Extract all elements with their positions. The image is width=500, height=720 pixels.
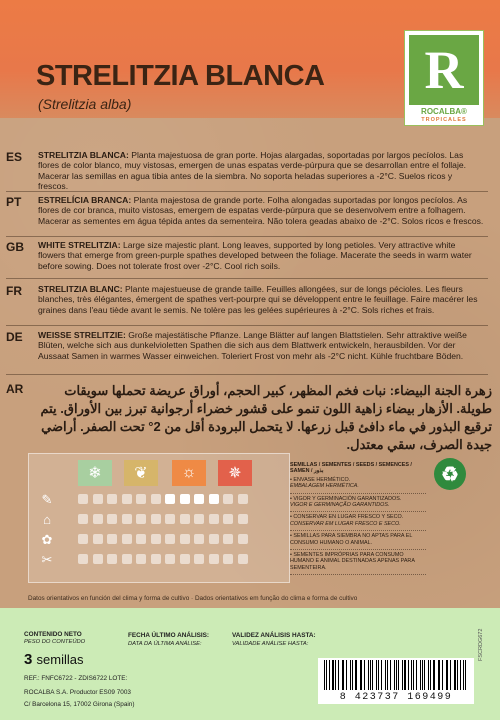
barcode-bar [343, 660, 344, 690]
logo-letter: R [424, 40, 464, 100]
barcode-bar [352, 660, 353, 690]
calendar-month-cell [223, 554, 233, 564]
calendar-month-cell [209, 494, 219, 504]
calendar-month-cell [93, 554, 103, 564]
barcode-bar [385, 660, 387, 690]
calendar-month-cell [165, 514, 175, 524]
barcode-bar [338, 660, 339, 690]
legend-item-line-pt: CONSERVAR EM LUGAR FRESCO E SECO. [290, 520, 401, 527]
calendar-month-cell [78, 514, 88, 524]
calendar-month-cell [93, 494, 103, 504]
ean-barcode [318, 658, 474, 704]
net-content-label: CONTENIDO NETO [24, 631, 82, 638]
divider [6, 325, 488, 326]
product-title: STRELITZIA BLANCA [36, 60, 325, 92]
calendar-month-cell [107, 554, 117, 564]
barcode-bar [442, 660, 443, 690]
legend-heading: SEMILLAS / SEMENTES / SEEDS / SEMENCES / SAMEN / بذور [290, 462, 412, 475]
lang-text-ar: زهرة الجنة البيضاء: نبات فخم المظهر، كبير الحجم، أوراق عريضة تحملها سويقات طويلة. الأزهار بيضاء زاهية اللون تنمو على قشور خضراء أرجوانية تبرز بين الأوراق. يتم ترقيع البذور في ماء دافئ قبل زرعها. لا يتحمل البرودة أقل من 2° تحت الصفر. أراضي جيدة الصرف، سقي معتدل. [40, 383, 492, 452]
calendar-month-cell [238, 514, 248, 524]
calendar-month-cell [107, 514, 117, 524]
barcode-bar [438, 660, 439, 690]
barcode-bar [408, 660, 409, 690]
calendar-month-cell [93, 534, 103, 544]
legend-separator [290, 574, 426, 575]
barcode-bar [368, 660, 369, 690]
lang-body: Planta majestosa de grande porte. Folha alongadas suportadas por longos pecíolos. As flores de cor branca, muito vistosas, emergem de espatas verde-púrpura que se desenvolvem entre a folhagem. Macerar as sementes em água tépida antes da sementeira. Não tolera geadas abaixo de -2°C. Solos ricos e frescos. [38, 195, 484, 226]
sun-icon: ☼ [172, 460, 206, 486]
calendar-month-cell [223, 534, 233, 544]
legend-item-line-pt: EMBALAGEM HERMÉTICA. [290, 483, 359, 490]
logo-name: ROCALBA [421, 107, 462, 116]
calendar-month-cell [194, 494, 204, 504]
lang-code: GB [6, 240, 24, 254]
calendar-month-cell [151, 514, 161, 524]
lang-text [38, 150, 484, 192]
legend-item-line: • SEMILLAS PARA SIEMBRA NO APTAS PARA EL CONSUMO HUMANO O ANIMAL. [290, 533, 413, 546]
calendar-month-cell [209, 514, 219, 524]
barcode-bar [390, 660, 391, 690]
side-print-code: FSCRDG672 [478, 628, 484, 662]
calendar-month-cell [136, 494, 146, 504]
barcode-bar [420, 660, 421, 690]
barcode-bar [376, 660, 377, 690]
producer: ROCALBA S.A. Productor ES09 7003 [24, 689, 131, 696]
calendar-month-cell [238, 534, 248, 544]
calendar-month-cell [78, 494, 88, 504]
lang-heading: ESTRELÍCIA BRANCA: [38, 195, 132, 205]
lang-code: ES [6, 150, 23, 164]
legend-item-line: • CONSERVAR EN LUGAR FRESCO Y SECO. [290, 514, 404, 521]
calendar-month-cell [180, 534, 190, 544]
rocalba-logo [404, 30, 484, 126]
barcode-number: 8 423737 169499 [339, 692, 453, 703]
barcode-bar [463, 660, 464, 690]
lang-body: Planta majestuosa de gran porte. Hojas alargadas, soportadas por largos pecíolos. Las flores de color blanco, muy vistosas, emergen de unas espatas verde-púrpura que se desarrollan entre el follaje. Macerar las semillas en agua tibia antes de la siembra. No soporta heladas superiores a -2°C. Suelos ricos y frescos. [38, 150, 467, 192]
legend-separator [290, 530, 426, 531]
barcode-bar [394, 660, 395, 690]
barcode-bar [364, 660, 365, 690]
barcode-bar [332, 660, 333, 690]
calendar-month-cell [136, 514, 146, 524]
logo-badge [409, 35, 479, 105]
barcode-bar [324, 660, 325, 690]
quantity-value: 3 [24, 651, 33, 668]
legend-item [290, 514, 426, 527]
quantity-unit: semillas [36, 652, 84, 667]
barcode-bar [411, 660, 412, 690]
lang-heading: WEISSE STRELITZIE: [38, 330, 126, 340]
calendar-month-cell [165, 494, 175, 504]
calendar-month-cell [136, 554, 146, 564]
calendar-month-cell [209, 554, 219, 564]
legend-item [290, 496, 426, 509]
lang-heading: STRELITZIA BLANCA: [38, 150, 129, 160]
calendar-month-cell [78, 554, 88, 564]
legend-item [290, 477, 426, 490]
analysis-date-label-pt: DATA DA ÚLTIMA ANÁLISE: [128, 641, 202, 647]
calendar-month-cell [165, 554, 175, 564]
legend-item-line: • ENVASE HERMÉTICO. [290, 476, 351, 483]
lang-text [38, 284, 484, 315]
lang-code-ar: AR [6, 382, 24, 396]
calendar-month-cell [107, 534, 117, 544]
legend-item [290, 533, 426, 546]
barcode-bar [361, 660, 362, 690]
sowing-row-icon: ✎ [41, 492, 53, 507]
analysis-date-label: FECHA ÚLTIMO ANÁLISIS: [128, 632, 210, 639]
barcode-bar [372, 660, 373, 690]
lang-code: FR [6, 284, 22, 298]
calendar-month-cell [107, 494, 117, 504]
legend-item-line: • VIGOR Y GERMINACIÓN GARANTIZADOS. [290, 495, 402, 502]
legend-separator [290, 549, 426, 550]
calendar-month-cell [122, 534, 132, 544]
calendar-month-cell [194, 514, 204, 524]
calendar-month-cell [194, 534, 204, 544]
calendar-month-cell [238, 554, 248, 564]
transplant-row-icon: ⌂ [43, 512, 51, 527]
barcode-bar [430, 660, 432, 690]
logo-name-wrap [405, 107, 483, 116]
maple-leaf-icon: ✵ [218, 460, 252, 486]
barcode-bar [360, 660, 361, 690]
seeds-legend [290, 462, 426, 577]
barcode-bar [396, 660, 397, 690]
calendar-month-cell [223, 514, 233, 524]
leaf-icon: ❦ [124, 460, 158, 486]
barcode-bar [424, 660, 425, 690]
barcode-bar [447, 660, 448, 690]
calendar-month-cell [136, 534, 146, 544]
barcode-bar [355, 660, 357, 690]
barcode-bar [460, 660, 461, 690]
barcode-bar [398, 660, 399, 690]
lang-text [38, 330, 484, 361]
barcode-bar [422, 660, 423, 690]
barcode-bar [350, 660, 351, 690]
barcode-bar [402, 660, 403, 690]
lang-text [38, 240, 484, 271]
legend-item-line: • SEMENTES IMPRÓPRIAS PARA CONSUMO HUMANO E ANIMAL DESTINADAS APENAS PARA SEMENTEIRA. [290, 552, 415, 571]
barcode-bar [416, 660, 417, 690]
legend-separator [290, 493, 426, 494]
barcode-bar [457, 660, 458, 690]
barcode-bar [346, 660, 347, 690]
calendar-month-cell [209, 534, 219, 544]
legend-item-line-pt: VIGOR E GERMINAÇÃO GARANTIDOS. [290, 502, 390, 509]
seed-quantity [24, 651, 83, 668]
lang-body: Große majestätische Pflanze. Lange Blätter auf langen Blattstielen. Sehr attraktive weiße Blüten, welche sich aus dunkelvioletten Spathen die sich aus dem Blattwerk entwickeln, herausbilden. Vor der Aussaat Samen in warmes Wasser einweichen. Toleriert Frost von mehr als -2°C nicht. Kühle fruchtbare Böden. [38, 330, 467, 361]
lang-text [38, 195, 484, 226]
lang-heading: STRELITZIA BLANC: [38, 284, 123, 294]
product-subtitle: (Strelitzia alba) [38, 96, 132, 112]
barcode-bar [446, 660, 447, 690]
calendar-month-cell [93, 514, 103, 524]
snowflake-icon: ❄ [78, 460, 112, 486]
divider [6, 374, 488, 375]
barcode-bar [342, 660, 343, 690]
barcode-bar [413, 660, 414, 690]
barcode-bar [404, 660, 406, 690]
barcode-bar [439, 660, 440, 690]
net-content-label-pt: PESO DO CONTEÚDO [24, 639, 86, 645]
disclaimer: Datos orientativos en función del clima y forma de cultivo · Dados orientativos em função do clima e forma de cultivo [28, 595, 358, 602]
lang-code: DE [6, 330, 23, 344]
barcode-bars [324, 660, 468, 690]
calendar-month-cell [122, 554, 132, 564]
calendar-month-cell [165, 534, 175, 544]
lang-code: PT [6, 195, 22, 209]
analysis-valid-label: VALIDEZ ANÁLISIS HASTA: [232, 632, 316, 639]
lang-body: Plante majestueuse de grande taille. Feuilles allongées, sur de longs pécioles. Les fleurs blanches, très élégantes, émergent de spathes vert-pourpre qui se développent entre le feuillage. Faire macérer les graines dans l'eau tiède avant le semis. Ne tolère pas les gelées supérieures à -2°C. Sols riches et frais. [38, 284, 478, 315]
barcode-bar [381, 660, 382, 690]
calendar-month-cell [151, 554, 161, 564]
lang-body: Large size majestic plant. Long leaves, supported by long petioles. Very attractive white flowers that emerge from green-purple spathes developed between the foliage. Macerate the seeds in warm water before sowing. Does not tolerate frost over -2°C. Cool rich soils. [38, 240, 472, 271]
barcode-bar [433, 660, 434, 690]
barcode-bar [378, 660, 379, 690]
calendar-month-cell [151, 494, 161, 504]
address: C/ Barcelona 15, 17002 Girona (Spain) [24, 701, 135, 708]
calendar-month-cell [180, 554, 190, 564]
legend-separator [290, 511, 426, 512]
divider [6, 236, 488, 237]
harvest-row-icon: ✂ [41, 552, 53, 567]
recycle-icon: ♻ [434, 458, 466, 490]
barcode-bar [465, 660, 466, 690]
logo-tagline: TROPICALES [421, 117, 467, 123]
calendar-month-cell [122, 494, 132, 504]
analysis-valid-label-pt: VALIDADE ANÁLISE HASTA: [232, 641, 309, 647]
calendar-month-cell [223, 494, 233, 504]
barcode-bar [454, 660, 456, 690]
barcode-bar [370, 660, 371, 690]
divider [6, 191, 488, 192]
divider [6, 278, 488, 279]
calendar-month-cell [180, 514, 190, 524]
calendar-month-cell [151, 534, 161, 544]
barcode-bar [387, 660, 388, 690]
logo-mark: ® [461, 107, 467, 116]
calendar-month-cell [238, 494, 248, 504]
calendar-month-cell [194, 554, 204, 564]
barcode-bar [326, 660, 327, 690]
barcode-bar [329, 660, 330, 690]
lang-heading: WHITE STRELITZIA: [38, 240, 121, 250]
barcode-bar [428, 660, 429, 690]
calendar-month-cell [122, 514, 132, 524]
bloom-row-icon: ✿ [41, 532, 53, 547]
calendar-month-cell [78, 534, 88, 544]
barcode-bar [335, 660, 337, 690]
reference-lot: REF.: FNFC6722 - ZDIS6722 LOTE: [24, 675, 128, 682]
calendar-month-cell [180, 494, 190, 504]
legend-item [290, 552, 426, 571]
barcode-bar [450, 660, 451, 690]
